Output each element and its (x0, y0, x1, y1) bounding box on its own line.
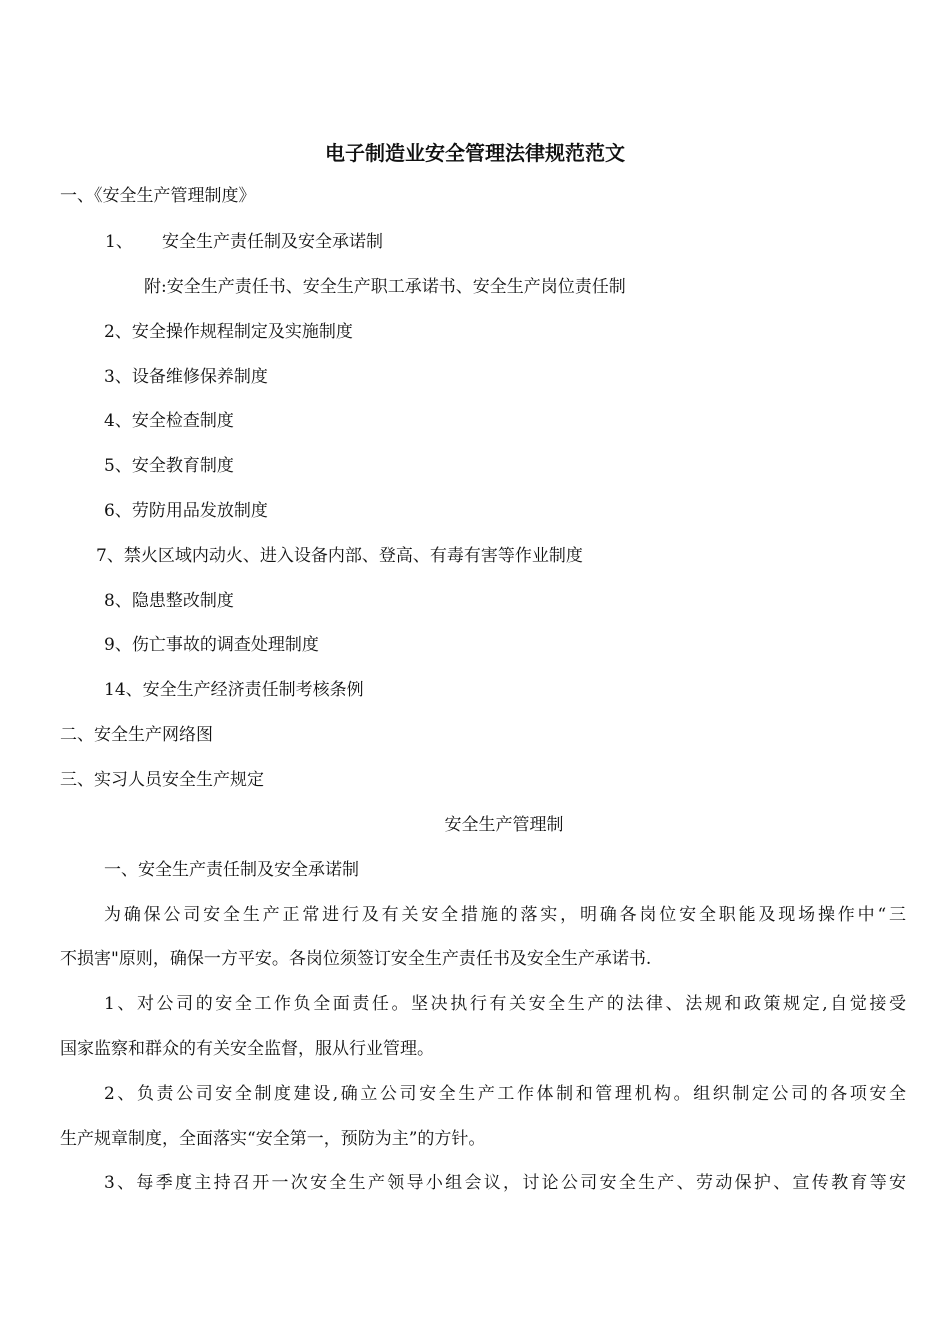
toc-item: 9、伤亡事故的调查处理制度 (104, 635, 319, 655)
paragraph-line: 国家监察和群众的有关安全监督，服从行业管理。 (60, 1039, 434, 1059)
section-title: 安全生产管理制 (444, 815, 564, 835)
paragraph-line: 2、负责公司安全制度建设,确立公司安全生产工作体制和管理机构。组织制定公司的各项安全 (104, 1084, 906, 1104)
paragraph-line: 1、对公司的安全工作负全面责任。坚决执行有关安全生产的法律、法规和政策规定,自觉接受 (104, 994, 906, 1014)
paragraph-line: 3、每季度主持召开一次安全生产领导小组会议，讨论公司安全生产、劳动保护、宣传教育等安 (104, 1173, 906, 1193)
toc-heading: 二、安全生产网络图 (60, 725, 213, 745)
paragraph-line: 不损害"原则，确保一方平安。各岗位须签订安全生产责任书及安全生产承诺书. (60, 949, 652, 969)
toc-item: 6、劳防用品发放制度 (104, 501, 268, 521)
toc-item: 5、安全教育制度 (104, 456, 234, 476)
document-title: 电子制造业安全管理法律规范范文 (325, 141, 625, 165)
toc-item: 14、安全生产经济责任制考核条例 (104, 680, 364, 700)
toc-item: 3、设备维修保养制度 (104, 367, 268, 387)
section-subtitle: 一、安全生产责任制及安全承诺制 (104, 860, 359, 880)
toc-item: 8、隐患整改制度 (104, 591, 234, 611)
toc-item: 7、禁火区域内动火、进入设备内部、登高、有毒有害等作业制度 (96, 546, 583, 566)
paragraph-line: 生产规章制度，全面落实“安全第一，预防为主”的方针。 (60, 1129, 486, 1149)
toc-appendix: 附:安全生产责任书、安全生产职工承诺书、安全生产岗位责任制 (144, 277, 626, 297)
toc-item-number: 1、 (105, 232, 133, 252)
toc-item: 安全生产责任制及安全承诺制 (162, 232, 383, 252)
paragraph-line: 为确保公司安全生产正常进行及有关安全措施的落实，明确各岗位安全职能及现场操作中“三 (104, 905, 906, 925)
toc-heading: 三、实习人员安全生产规定 (60, 770, 264, 790)
toc-item: 4、安全检查制度 (104, 411, 234, 431)
toc-heading: 一、《安全生产管理制度》 (60, 186, 256, 206)
toc-item: 2、安全操作规程制定及实施制度 (104, 322, 353, 342)
